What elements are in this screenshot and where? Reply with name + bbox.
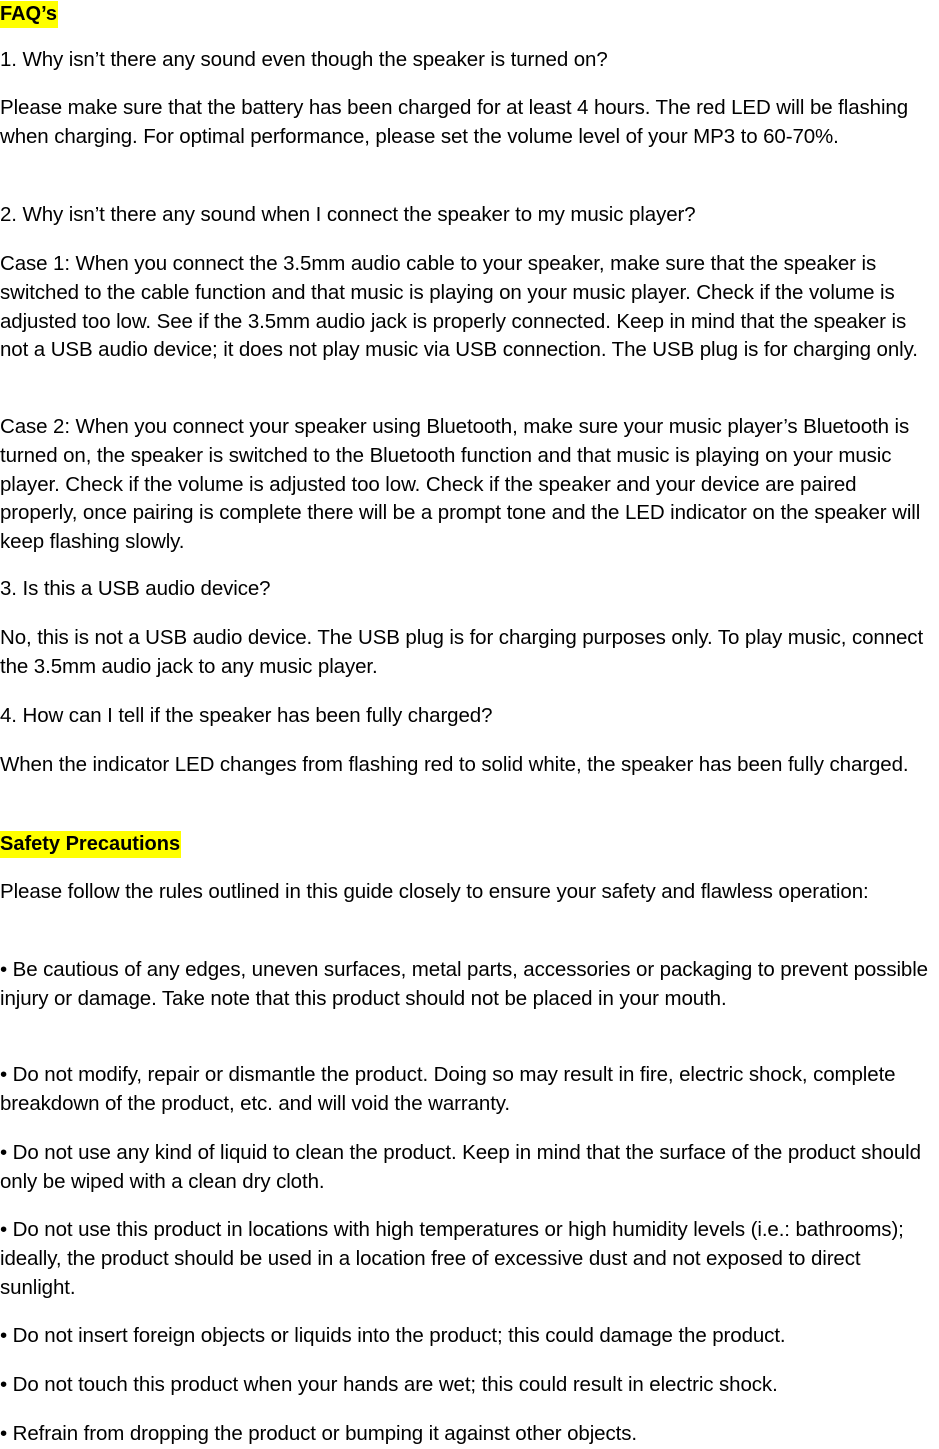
faq-question-4: 4. How can I tell if the speaker has been fully charged? [0, 704, 493, 727]
faq-question-1: 1. Why isn’t there any sound even though the speaker is turned on? [0, 48, 608, 71]
safety-bullet: • Do not modify, repair or dismantle the product. Doing so may result in fire, electric shock, complete breakdown of the product, etc. and will void the warranty. [0, 1063, 896, 1115]
faq-answer-2-case-2: Case 2: When you connect your speaker using Bluetooth, make sure your music player’s Bluetooth is turned on, the speaker is switched to the Bluetooth function and that music is playing on your music player. Check if the volume is adjusted too low. Check if the speaker and your device are paired properly, once pairing is complete there will be a prompt tone and the LED indicator on the speaker will keep flashing slowly. [0, 415, 921, 554]
faq-answer-1: Please make sure that the battery has been charged for at least 4 hours. The red LED will be flashing when charging. For optimal performance, please set the volume level of your MP3 to 60-70%. [0, 96, 908, 148]
safety-intro: Please follow the rules outlined in this guide closely to ensure your safety and flawless operation: [0, 880, 869, 903]
safety-bullet: • Do not touch this product when your hands are wet; this could result in electric shock. [0, 1373, 778, 1396]
faq-answer-2-case-1: Case 1: When you connect the 3.5mm audio cable to your speaker, make sure that the speaker is switched to the cable function and that music is playing on your music player. Check if the volume is adjusted too low. See if the 3.5mm audio jack is properly connected. Keep in mind that the speaker is not a USB audio device; it does not play music via USB connection. The USB plug is for charging only. [0, 252, 918, 362]
safety-bullet: • Do not insert foreign objects or liquids into the product; this could damage the product. [0, 1324, 786, 1347]
safety-bullet: • Be cautious of any edges, uneven surfaces, metal parts, accessories or packaging to prevent possible injury or damage. Take note that this product should not be placed in your mouth. [0, 958, 928, 1010]
faq-answer-3: No, this is not a USB audio device. The USB plug is for charging purposes only. To play music, connect the 3.5mm audio jack to any music player. [0, 626, 924, 678]
safety-bullet: • Refrain from dropping the product or bumping it against other objects. [0, 1422, 637, 1445]
faq-question-2: 2. Why isn’t there any sound when I connect the speaker to my music player? [0, 203, 696, 226]
faq-heading: FAQ’s [0, 1, 58, 28]
safety-bullet: • Do not use this product in locations with high temperatures or high humidity levels (i.e.: bathrooms); ideally, the product should be used in a location free of excessive dust and not exposed to direct sunlight. [0, 1218, 904, 1299]
safety-bullet: • Do not use any kind of liquid to clean the product. Keep in mind that the surface of the product should only be wiped with a clean dry cloth. [0, 1141, 921, 1193]
faq-question-3: 3. Is this a USB audio device? [0, 577, 271, 600]
faq-answer-4: When the indicator LED changes from flashing red to solid white, the speaker has been fully charged. [0, 753, 909, 776]
safety-heading: Safety Precautions [0, 831, 181, 858]
